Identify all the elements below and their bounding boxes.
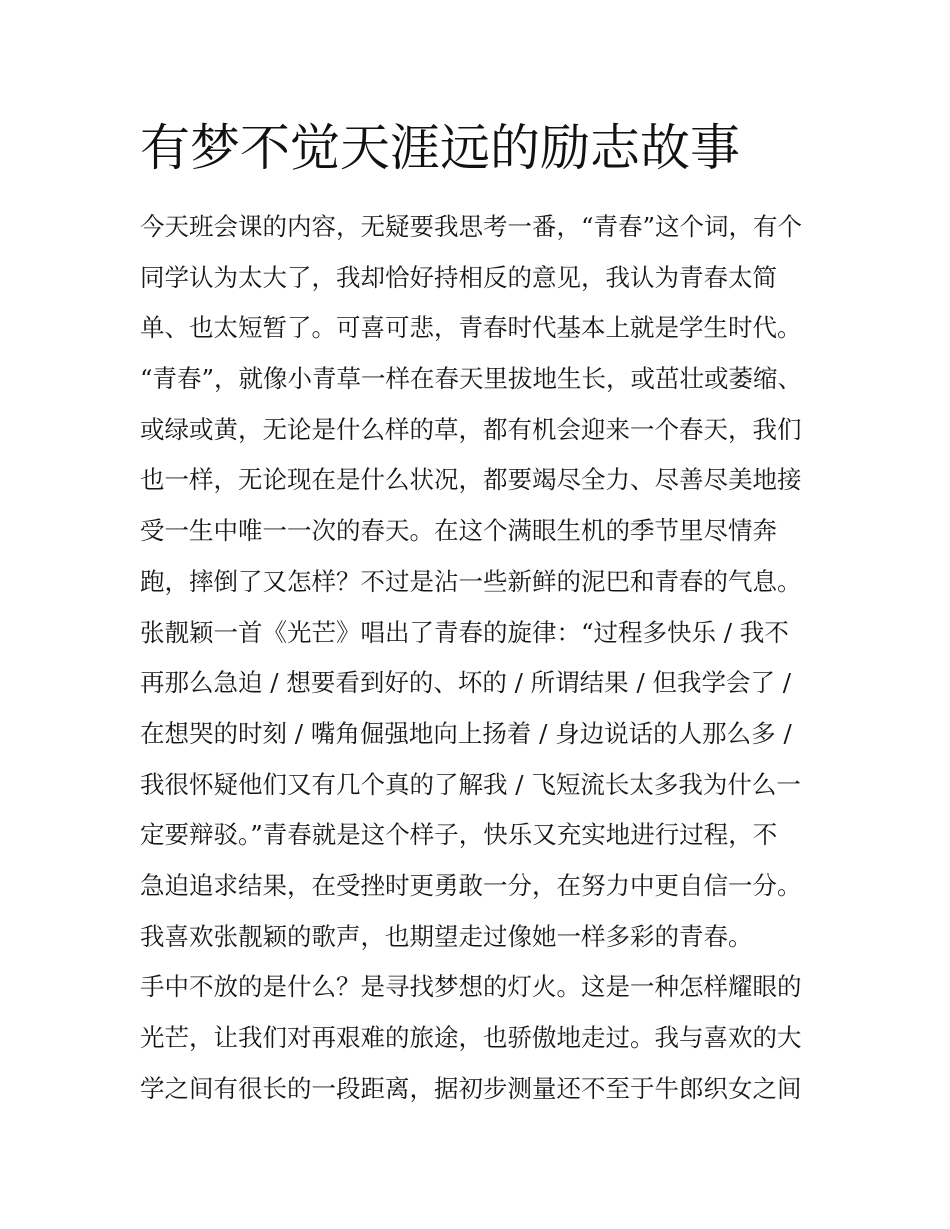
- text-line: 再那么急迫 / 想要看到好的、坏的 / 所谓结果 / 但我学会了 /: [140, 668, 792, 698]
- text-line: 跑，摔倒了又怎样？不过是沾一些新鲜的泥巴和青春的气息。: [140, 566, 802, 596]
- text-line: 也一样，无论现在是什么状况，都要竭尽全力、尽善尽美地接: [140, 465, 802, 495]
- body-text: [140, 202, 820, 1114]
- text-line: 今天班会课的内容，无疑要我思考一番，“青春”这个词，有个: [140, 212, 803, 241]
- text-line: 张靓颖一首《光芒》唱出了青春的旋律：“过程多快乐 / 我不: [140, 617, 789, 647]
- text-line: “青春”，就像小青草一样在春天里拔地生长，或茁壮或萎缩、: [140, 364, 803, 394]
- text-line: 急迫追求结果，在受挫时更勇敢一分，在努力中更自信一分。: [140, 870, 802, 900]
- text-line: 或绿或黄，无论是什么样的草，都有机会迎来一个春天，我们: [140, 414, 802, 444]
- text-line: 光芒，让我们对再艰难的旅途，也骄傲地走过。我与喜欢的大: [140, 1023, 802, 1052]
- text-line: 同学认为太大了，我却恰好持相反的意见，我认为青春太简: [140, 262, 777, 292]
- text-line: 我很怀疑他们又有几个真的了解我 / 飞短流长太多我为什么一: [140, 769, 801, 799]
- text-line: 在想哭的时刻 / 嘴角倔强地向上扬着 / 身边说话的人那么多 /: [140, 718, 792, 748]
- text-line: 定要辩驳。”青春就是这个样子，快乐又充实地进行过程，不: [140, 820, 778, 850]
- document-title: 有梦不觉天涯远的励志故事: [140, 119, 740, 177]
- text-line: 单、也太短暂了。可喜可悲，青春时代基本上就是学生时代。: [140, 313, 802, 343]
- text-line: 我喜欢张靓颖的歌声，也期望走过像她一样多彩的青春。: [140, 921, 753, 951]
- text-line: 手中不放的是什么？是寻找梦想的灯火。这是一种怎样耀眼的: [140, 972, 802, 1002]
- text-line: 受一生中唯一一次的春天。在这个满眼生机的季节里尽情奔: [140, 516, 777, 546]
- text-line: 学之间有很长的一段距离，据初步测量还不至于牛郎织女之间: [140, 1073, 802, 1103]
